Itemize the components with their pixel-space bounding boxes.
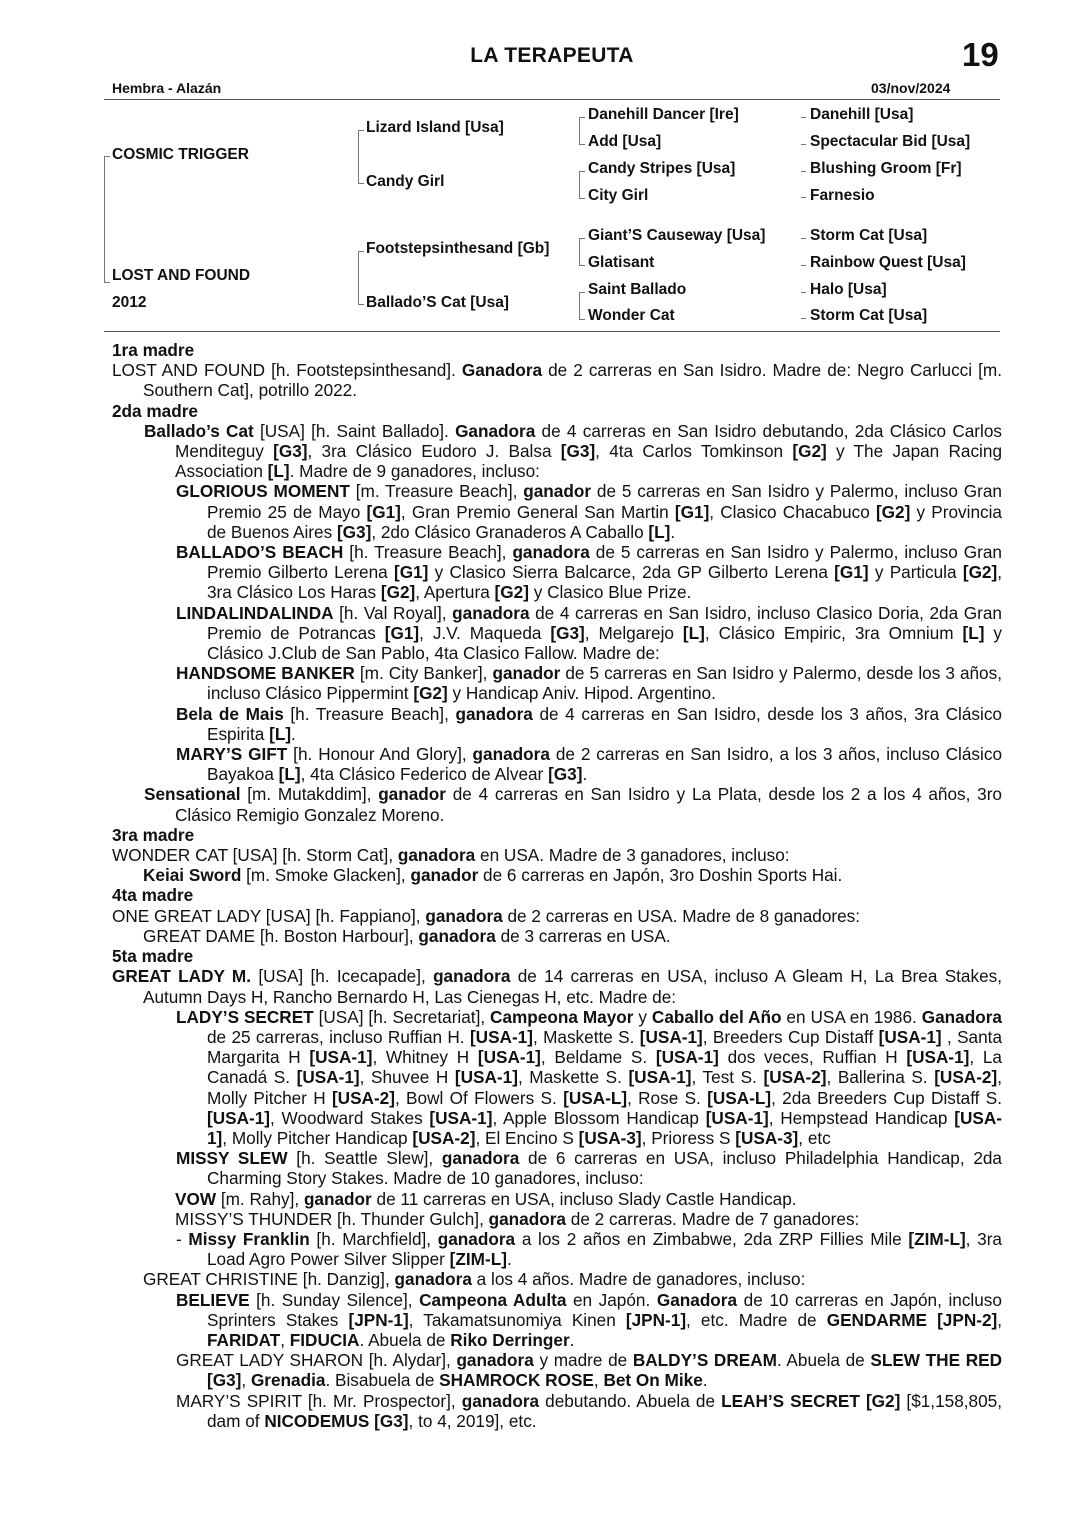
bold-run: Keiai Sword <box>143 865 242 886</box>
report-date: 03/nov/2024 <box>871 80 951 96</box>
paragraph <box>112 1007 1002 1148</box>
text-run: , Molly Pitcher H <box>207 1067 1002 1108</box>
pedigree-gen4-1: Danehill [Usa] <box>810 106 914 123</box>
pedigree-gen4-3: Blushing Groom [Fr] <box>810 160 962 177</box>
paragraph <box>112 1189 1002 1209</box>
text-run: [USA] [h. Saint Ballado]. <box>253 420 456 441</box>
text-run: y Provincia de Buenos Aires <box>207 501 1002 542</box>
text-run: GREAT CHRISTINE [h. Danzig], <box>143 1269 395 1290</box>
bold-run: [JPN-1] <box>348 1309 409 1330</box>
text-run: , <box>593 1370 604 1391</box>
bold-run: [G2] <box>792 441 827 462</box>
pedigree-divider <box>104 331 1000 332</box>
bold-run: [G1] <box>366 501 401 522</box>
text-run: de 6 carreras en USA, incluso Philadelphia Handicap, 2da Charming Story Stakes. Madre de 10 ganadores, incluso: <box>207 1148 1002 1189</box>
paragraph <box>112 542 1002 603</box>
text-run: de 25 carreras, incluso Ruffian H. <box>207 1026 470 1047</box>
text-run: , <box>997 1309 1003 1330</box>
text-run: de 11 carreras en USA, incluso Slady Castle Handicap. <box>371 1188 797 1209</box>
text-run: , 3ra Clásico Los Haras <box>207 562 1002 603</box>
text-run: , Bowl Of Flowers S. <box>394 1087 564 1108</box>
bold-run: [USA-2] <box>763 1067 827 1088</box>
bold-run: Ganadora <box>455 420 536 441</box>
bold-run: FIDUCIA <box>289 1329 360 1350</box>
bold-run: Riko Derringer <box>450 1329 570 1350</box>
pedigree-gen2-3: Footstepsinthesand [Gb] <box>366 240 550 257</box>
text-run: [m. Rahy], <box>216 1188 304 1209</box>
paragraph <box>112 845 1002 865</box>
pedigree-bracket <box>579 171 585 199</box>
text-run: , Apertura <box>415 582 495 603</box>
bold-run: [USA-2] <box>331 1087 395 1108</box>
text-run: de 5 carreras en San Isidro y Palermo, desde los 3 años, incluso Clásico Pippermint <box>207 663 1002 704</box>
bold-run: [USA-1] <box>207 1107 271 1128</box>
paragraph <box>112 1350 1002 1390</box>
text-run: de 14 carreras en USA, incluso A Gleam H, La Brea Stakes, Autumn Days H, Rancho Bernardo H, Las Cienegas H, etc. Madre de: <box>143 966 1003 1007</box>
bold-run: [USA-1] <box>429 1107 493 1128</box>
text-run: y The Japan Racing Association <box>175 441 1002 482</box>
bold-run: Missy Franklin <box>188 1228 310 1249</box>
bold-run: ganadora <box>461 1390 540 1411</box>
text-run: a los 4 años. Madre de ganadores, incluso: <box>471 1269 806 1290</box>
bold-run: [G3] <box>550 622 585 643</box>
text-run: , Ballerina S. <box>826 1067 935 1088</box>
bold-run: GLORIOUS MOMENT <box>176 481 350 502</box>
pedigree-bracket <box>358 251 364 305</box>
text-run: - <box>176 1228 189 1249</box>
bold-run: [USA-2] <box>412 1127 476 1148</box>
bold-run: BALLADO’S BEACH <box>176 542 344 563</box>
text-run: , 2da Breeders Cup Distaff S. <box>771 1087 1002 1108</box>
bold-run: [G2] <box>875 501 911 522</box>
bold-run: NICODEMUS [G3] <box>264 1410 409 1431</box>
text-run: , Breeders Cup Distaff <box>702 1026 879 1047</box>
pedigree-dash <box>801 117 806 118</box>
text-run: y Handicap Aniv. Hipod. Argentino. <box>447 683 716 704</box>
paragraph <box>112 926 1002 946</box>
text-run: [m. Smoke Glacken], <box>241 865 411 886</box>
section-heading <box>112 885 1002 905</box>
text-run: , Clasico Chacabuco <box>709 501 876 522</box>
text-run: GREAT LADY SHARON [h. Alydar], <box>176 1350 457 1371</box>
text-run: a los 2 años en Zimbabwe, 2da ZRP Fillies Mile <box>515 1228 909 1249</box>
text-run: de 5 carreras en San Isidro y Palermo, incluso Gran Premio Gilberto Lerena <box>207 542 1002 583</box>
text-run: y madre de <box>533 1350 633 1371</box>
text-run: y <box>633 1006 652 1027</box>
pedigree-bracket <box>358 130 364 184</box>
pedigree-gen3-1: Danehill Dancer [Ire] <box>588 106 739 123</box>
pedigree-gen3-6: Glatisant <box>588 254 655 271</box>
text-run: , etc <box>798 1127 831 1148</box>
bold-run: MARY’S GIFT <box>176 744 288 765</box>
bold-run: 3ra madre <box>112 824 195 845</box>
bold-run: [USA-1] <box>628 1067 692 1088</box>
text-run: , Beldame S. <box>540 1047 656 1068</box>
bold-run: Grenadia <box>250 1370 326 1391</box>
bold-run: [G1] <box>674 501 710 522</box>
bold-run: ganadora <box>425 905 503 926</box>
pedigree-bracket <box>579 292 585 320</box>
text-run: [h. Sunday Silence], <box>249 1289 420 1310</box>
bold-run: 4ta madre <box>112 885 194 906</box>
paragraph <box>112 1229 1002 1269</box>
text-run: , Hempstead Handicap <box>768 1107 955 1128</box>
text-run: debutando. Abuela de <box>539 1390 722 1411</box>
text-run: y Clasico Blue Prize. <box>528 582 692 603</box>
paragraph <box>112 704 1002 744</box>
bold-run: 1ra madre <box>112 340 195 360</box>
text-run: [h. Seattle Slew], <box>287 1148 442 1169</box>
bold-run: ganador <box>303 1188 372 1209</box>
text-run: , Maskette S. <box>532 1026 640 1047</box>
text-run: , etc. Madre de <box>686 1309 827 1330</box>
text-run: , Gran Premio General San Martin <box>400 501 675 522</box>
text-run: [m. Treasure Beach], <box>349 481 524 502</box>
bold-run: [JPN-1] <box>625 1309 687 1330</box>
text-run: [h. Honour And Glory], <box>287 744 473 765</box>
bold-run: ganador <box>523 481 592 502</box>
bold-run: ganadora <box>394 1269 472 1290</box>
text-run: , 4ta Clásico Federico de Alvear <box>300 764 549 785</box>
page-number: 19 <box>962 36 999 73</box>
pedigree-gen4-6: Rainbow Quest [Usa] <box>810 254 966 271</box>
bold-run: FARIDAT <box>207 1329 281 1350</box>
paragraph <box>112 360 1002 400</box>
pedigree-gen4-7: Halo [Usa] <box>810 281 887 298</box>
bold-run: [USA-L] <box>707 1087 772 1108</box>
text-run: . Madre de 9 ganadores, incluso: <box>289 461 540 482</box>
bold-run: ganadora <box>455 703 533 724</box>
bold-run: [G2] <box>413 683 448 704</box>
text-run: . <box>582 764 588 785</box>
paragraph <box>112 603 1002 664</box>
text-run: , Woodward Stakes <box>270 1107 430 1128</box>
text-run: . <box>291 723 296 744</box>
text-run: GREAT DAME [h. Boston Harbour], <box>143 925 419 946</box>
bold-run: HANDSOME BANKER <box>176 663 355 684</box>
bold-run: Sensational <box>144 784 241 805</box>
pedigree-gen4-2: Spectacular Bid [Usa] <box>810 133 971 150</box>
text-run: , Maskette S. <box>517 1067 629 1088</box>
bold-run: [USA-1] <box>309 1047 373 1068</box>
bold-run: [USA-3] <box>578 1127 642 1148</box>
paragraph <box>112 1209 1002 1229</box>
pedigree-dash <box>801 144 806 145</box>
text-run: , 3ra Load Agro Power Silver Slipper <box>207 1228 1002 1270</box>
text-run: [h. Treasure Beach], <box>343 542 513 563</box>
bold-run: [L] <box>269 723 292 744</box>
pedigree-gen2-4: Ballado’S Cat [Usa] <box>366 294 509 311</box>
text-run: de 4 carreras en San Isidro debutando, 2da Clásico Carlos Menditeguy <box>175 420 1002 462</box>
text-run: , Clásico Empiric, 3ra Omnium <box>704 622 963 643</box>
bold-run: [G2] <box>380 582 416 603</box>
bold-run: ganadora <box>472 744 550 765</box>
text-run: y Particula <box>868 562 963 583</box>
bold-run: ganadora <box>452 602 530 623</box>
text-run: de 5 carreras en San Isidro y Palermo, incluso Gran Premio 25 de Mayo <box>207 481 1002 522</box>
text-run: de 2 carreras en San Isidro, a los 3 años, incluso Clásico Bayakoa <box>207 744 1002 785</box>
text-run: , El Encino S <box>475 1127 579 1148</box>
text-run: , Takamatsunomiya Kinen <box>408 1309 626 1330</box>
bold-run: [L] <box>682 622 705 643</box>
text-run: MISSY’S THUNDER [h. Thunder Gulch], <box>175 1208 489 1229</box>
bold-run: [G1] <box>834 562 869 583</box>
section-heading <box>112 401 1002 421</box>
text-run: , Apple Blossom Handicap <box>492 1107 706 1128</box>
sex-color-label: Hembra - Alazán <box>112 80 222 96</box>
text-run: , to 4, 2019], etc. <box>408 1410 537 1431</box>
bold-run: Campeona Adulta <box>419 1289 567 1310</box>
text-run: de 2 carreras en San Isidro. Madre de: Negro Carlucci [m. Southern Cat], potrillo 2022. <box>143 360 1002 401</box>
text-run: [USA] [h. Icecapade], <box>251 966 434 987</box>
paragraph <box>112 1148 1002 1188</box>
bold-run: 5ta madre <box>112 946 194 967</box>
text-run: en Japón. <box>566 1289 657 1310</box>
bold-run: Ganadora <box>921 1006 1002 1027</box>
page-title: LA TERAPEUTA <box>470 44 634 67</box>
bold-run: SLEW THE RED [G3] <box>207 1350 1002 1391</box>
text-run: . Abuela de <box>776 1350 871 1371</box>
pedigree-gen4-4: Farnesio <box>810 187 875 204</box>
text-run: , 2do Clásico Granaderos A Caballo <box>371 521 649 542</box>
text-run: LOST AND FOUND [h. Footstepsinthesand]. <box>112 360 462 381</box>
paragraph <box>112 421 1002 482</box>
text-run: , Prioress S <box>641 1127 736 1148</box>
text-run: , La Canadá S. <box>207 1047 1002 1088</box>
pedigree-gen3-3: Candy Stripes [Usa] <box>588 160 736 177</box>
text-run: , <box>241 1370 251 1391</box>
bold-run: [L] <box>648 521 671 542</box>
bold-run: Ganadora <box>656 1289 738 1310</box>
paragraph <box>112 1269 1002 1289</box>
bold-run: MISSY SLEW <box>176 1148 288 1169</box>
bold-run: [USA-L] <box>563 1087 628 1108</box>
pedigree-gen3-7: Saint Ballado <box>588 281 687 298</box>
text-run: , Test S. <box>691 1067 764 1088</box>
text-run: ONE GREAT LADY [USA] [h. Fappiano], <box>112 905 426 926</box>
bold-run: BELIEVE <box>176 1289 250 1310</box>
text-run: de 2 carreras en USA. Madre de 8 ganadores: <box>502 905 861 926</box>
pedigree-gen3-8: Wonder Cat <box>588 307 675 324</box>
paragraph <box>112 784 1002 824</box>
pedigree-gen2-2: Candy Girl <box>366 173 445 190</box>
bold-run: ganadora <box>512 542 590 563</box>
pedigree-year: 2012 <box>112 294 147 311</box>
text-run: en USA en 1986. <box>781 1006 922 1027</box>
bold-run: [USA-1] <box>878 1026 942 1047</box>
section-heading <box>112 825 1002 845</box>
bold-run: ganadora <box>488 1208 566 1229</box>
text-run: en USA. Madre de 3 ganadores, incluso: <box>475 845 790 866</box>
text-run: , Rose S. <box>627 1087 708 1108</box>
bold-run: [USA-1] <box>705 1107 769 1128</box>
bold-run: [USA-1] <box>469 1026 533 1047</box>
text-run: . <box>569 1329 575 1350</box>
paragraph <box>112 1290 1002 1351</box>
pedigree-dash <box>801 292 806 293</box>
bold-run: [ZIM-L] <box>908 1228 966 1249</box>
pedigree-bracket <box>579 117 585 145</box>
bold-run: Caballo del Año <box>651 1006 782 1027</box>
text-run: [h. Marchfield], <box>309 1228 438 1249</box>
bold-run: [ZIM-L] <box>449 1249 507 1270</box>
paragraph <box>112 663 1002 703</box>
bold-run: [G3] <box>273 441 308 462</box>
family-notes <box>112 340 1002 1431</box>
bold-run: [G1] <box>393 562 429 583</box>
text-run: , Whitney H <box>372 1047 478 1068</box>
paragraph <box>112 481 1002 542</box>
bold-run: [USA-1] <box>207 1107 1002 1148</box>
header-divider <box>104 99 1000 100</box>
bold-run: [USA-1] <box>296 1067 360 1088</box>
bold-run: [USA-3] <box>735 1127 799 1148</box>
text-run: dos veces, Ruffian H <box>718 1047 907 1068</box>
text-run: de 2 carreras. Madre de 7 ganadores: <box>566 1208 860 1229</box>
bold-run: [L] <box>962 622 985 643</box>
pedigree-bracket <box>579 238 585 266</box>
pedigree-gen3-2: Add [Usa] <box>588 133 662 150</box>
pedigree-gen4-8: Storm Cat [Usa] <box>810 307 928 324</box>
pedigree-bracket <box>104 160 110 283</box>
bold-run: [G3] <box>560 441 596 462</box>
bold-run: ganadora <box>456 1350 534 1371</box>
bold-run: [USA-1] <box>477 1047 541 1068</box>
text-run: , 4ta Carlos Tomkinson <box>595 441 793 462</box>
paragraph <box>112 966 1002 1006</box>
bold-run: [G1] <box>384 622 420 643</box>
bold-run: [L] <box>278 764 301 785</box>
bold-run: [USA-2] <box>934 1067 998 1088</box>
bold-run: Bet On Mike <box>603 1370 703 1391</box>
bold-run: [G3] <box>336 521 372 542</box>
section-heading <box>112 340 1002 360</box>
text-run: , Melgarejo <box>584 622 683 643</box>
text-run: . <box>670 521 676 542</box>
text-run: , 3ra Clásico Eudoro J. Balsa <box>307 441 561 462</box>
text-run: , Santa Margarita H <box>207 1026 1002 1068</box>
text-run: de 4 carreras en San Isidro y La Plata, desde los 2 a los 4 años, 3ro Clásico Remigio Gonzalez Moreno. <box>175 784 1002 825</box>
bold-run: LINDALINDALINDA <box>176 602 334 623</box>
text-run: [h. Treasure Beach], <box>283 703 456 724</box>
text-run: . Abuela de <box>359 1329 451 1350</box>
bold-run: Ganadora <box>461 360 543 381</box>
pedigree-gen3-4: City Girl <box>588 187 649 204</box>
paragraph <box>112 744 1002 784</box>
bold-run: Bela de Mais <box>176 703 284 724</box>
bold-run: [G2] <box>494 582 529 603</box>
pedigree-dash <box>801 318 806 319</box>
bold-run: LEAH’S SECRET [G2] <box>721 1390 901 1411</box>
bold-run: Campeona Mayor <box>490 1006 634 1027</box>
section-heading <box>112 946 1002 966</box>
pedigree-gen4-5: Storm Cat [Usa] <box>810 227 928 244</box>
bold-run: ganadora <box>433 966 511 987</box>
text-run: de 6 carreras en Japón, 3ro Doshin Sports Hai. <box>478 865 843 886</box>
pedigree-gen3-5: Giant’S Causeway [Usa] <box>588 227 766 244</box>
text-run: . <box>702 1370 708 1391</box>
text-run: . Bisabuela de <box>325 1370 440 1391</box>
bold-run: ganador <box>492 663 561 684</box>
text-run: [m. City Banker], <box>354 663 493 684</box>
text-run: WONDER CAT [USA] [h. Storm Cat], <box>112 845 398 866</box>
bold-run: [USA-1] <box>454 1067 518 1088</box>
bold-run: LADY’S SECRET <box>176 1006 314 1027</box>
bold-run: [USA-1] <box>906 1047 970 1068</box>
text-run: y Clásico J.Club de San Pablo, 4ta Clasico Fallow. Madre de: <box>207 622 1002 664</box>
bold-run: GREAT LADY M. <box>112 966 252 987</box>
pedigree-gen2-1: Lizard Island [Usa] <box>366 119 504 136</box>
text-run: , J.V. Maqueda <box>419 622 551 643</box>
bold-run: [G2] <box>962 562 998 583</box>
pedigree-sire: COSMIC TRIGGER <box>112 146 249 163</box>
bold-run: ganadora <box>437 1228 516 1249</box>
text-run: de 4 carreras en San Isidro, desde los 3 años, 3ra Clásico Espirita <box>207 703 1002 744</box>
bold-run: GENDARME [JPN-2] <box>826 1309 998 1330</box>
bold-run: [USA-1] <box>639 1026 703 1047</box>
bold-run: ganador <box>378 784 446 805</box>
bold-run: SHAMROCK ROSE <box>439 1370 594 1391</box>
paragraph <box>112 1391 1002 1431</box>
bold-run: [L] <box>267 461 290 482</box>
text-run: , <box>280 1329 290 1350</box>
bold-run: VOW <box>175 1188 217 1209</box>
text-run: MARY’S SPIRIT [h. Mr. Prospector], <box>176 1390 462 1411</box>
text-run: y Clasico Sierra Balcarce, 2da GP Gilberto Lerena <box>428 562 835 583</box>
bold-run: ganadora <box>418 925 496 946</box>
text-run: de 4 carreras en San Isidro, incluso Clasico Doria, 2da Gran Premio de Potrancas <box>207 602 1002 643</box>
paragraph <box>112 865 1002 885</box>
text-run: [USA] [h. Secretariat], <box>313 1006 491 1027</box>
bold-run: 2da madre <box>112 400 198 421</box>
text-run: de 10 carreras en Japón, incluso Sprinters Stakes <box>207 1289 1002 1330</box>
pedigree-dash <box>801 238 806 239</box>
text-run: [m. Mutakddim], <box>240 784 379 805</box>
bold-run: [USA-1] <box>655 1047 719 1068</box>
pedigree-dash <box>801 265 806 266</box>
bold-run: BALDY’S DREAM <box>632 1350 777 1371</box>
text-run: de 3 carreras en USA. <box>495 925 671 946</box>
text-run: , Shuvee H <box>359 1067 455 1088</box>
bold-run: ganadora <box>397 845 476 866</box>
pedigree-dam: LOST AND FOUND <box>112 267 251 284</box>
pedigree-dash <box>801 197 806 198</box>
bold-run: ganador <box>410 865 479 886</box>
bold-run: Ballado’s Cat <box>144 420 254 441</box>
bold-run: ganadora <box>441 1148 520 1169</box>
text-run: , Molly Pitcher Handicap <box>222 1127 413 1148</box>
bold-run: [G3] <box>548 764 583 785</box>
pedigree-dash <box>801 171 806 172</box>
paragraph <box>112 906 1002 926</box>
text-run: . <box>506 1249 512 1270</box>
text-run: [$1,158,805, dam of <box>207 1390 1002 1431</box>
text-run: [h. Val Royal], <box>333 602 453 623</box>
